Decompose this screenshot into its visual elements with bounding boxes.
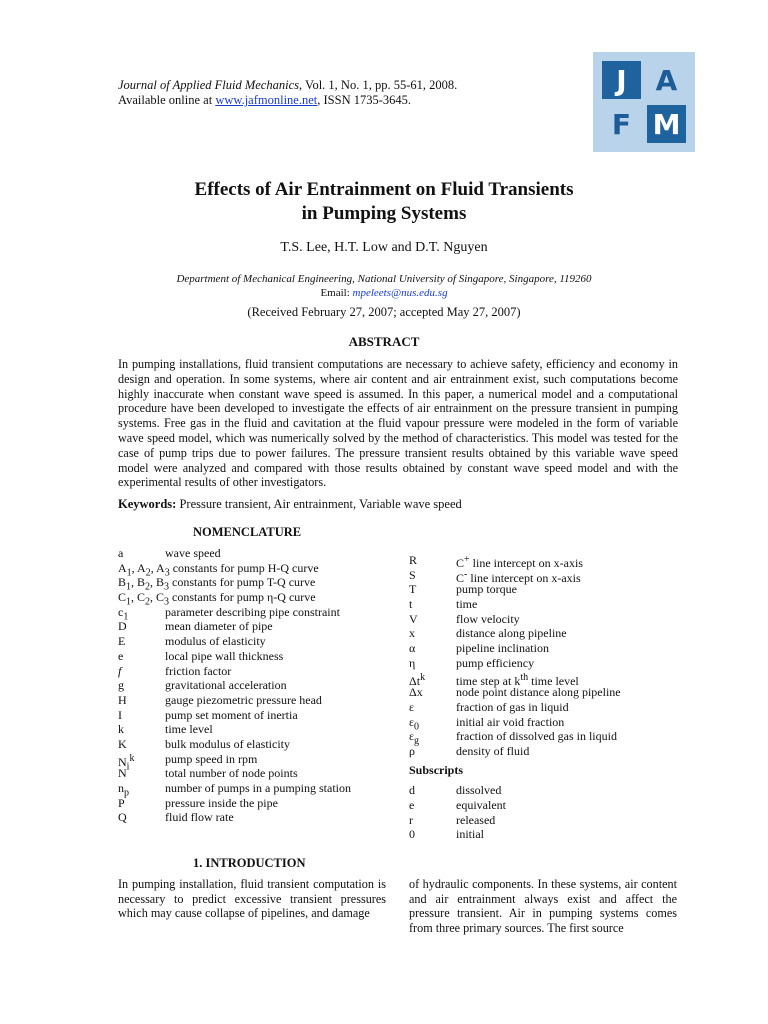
paper-title: [0, 178, 768, 226]
subscript-desc: initial: [456, 827, 484, 842]
nomenclature-desc: flow velocity: [456, 611, 520, 626]
subscripts-heading: Subscripts: [409, 762, 464, 777]
nomenclature-row: [409, 715, 689, 730]
authors: T.S. Lee, H.T. Low and D.T. Nguyen: [280, 240, 488, 255]
nomenclature-desc: pipeline inclination: [456, 641, 549, 656]
journal-citation: [118, 78, 457, 108]
nomenclature-desc: total number of node points: [165, 766, 298, 781]
nomenclature-desc: constants for pump T-Q curve: [172, 575, 316, 590]
nomenclature-symbol: $\Delta t^k$: [409, 671, 426, 688]
abstract-body: In pumping installations, fluid transient computations are necessary to achieve safety, efficiency and economy in design and operation. In some systems, where air content and air entrainment exist, such computations become highly inaccurate when constant wave speed is assumed. In this paper, a numerical model and a computational procedure have been developed to investigate the effects of air entrainment on the pressure transient in pumping systems. Free gas in the fluid and cavitation at the fluid vapour pressure were modeled in the form of variable wave speed model, which was numerically solved by the method of characteristics. This model was tested for the case of pump trips due to power failures. The pressure transient results obtained by this variable wave speed model were analyzed and compared with those results obtained by constant wave speed model and with the experimental results of other investigators.: [118, 357, 678, 490]
nomenclature-symbol: V: [409, 611, 418, 626]
nomenclature-desc: wave speed: [165, 546, 221, 560]
nomenclature-desc: bulk modulus of elasticity: [165, 736, 290, 751]
nomenclature-desc: friction factor: [165, 663, 232, 678]
logo-letter-j: J: [602, 61, 641, 99]
nomenclature-symbol: $\varepsilon_0$: [409, 714, 420, 732]
nomenclature-symbol: H: [118, 692, 127, 707]
nomenclature-symbol: K: [118, 736, 127, 751]
nomenclature-desc: fraction of gas in liquid: [456, 699, 569, 714]
nomenclature-row: [118, 678, 388, 693]
nomenclature-symbol: D: [118, 619, 127, 634]
nomenclature-row: [118, 604, 388, 623]
nomenclature-row: [409, 700, 689, 715]
nomenclature-desc: parameter describing pipe constraint: [165, 604, 340, 619]
nomenclature-row: [118, 664, 388, 679]
nomenclature-row: [409, 656, 689, 671]
available-online-text: Available online at: [118, 93, 216, 107]
subscript-desc: dissolved: [456, 783, 502, 798]
nomenclature-row: [409, 641, 689, 656]
nomenclature-row: [409, 671, 689, 686]
keywords-label: Keywords:: [118, 497, 177, 511]
nomenclature-desc: modulus of elasticity: [165, 634, 266, 649]
nomenclature-row: [409, 729, 689, 747]
nomenclature-desc: fraction of dissolved gas in liquid: [456, 729, 617, 744]
nomenclature-desc: pressure inside the pipe: [165, 795, 278, 810]
nomenclature-row: [409, 597, 689, 612]
email-link[interactable]: mpeleets@nus.edu.sg: [352, 287, 448, 299]
nomenclature-row: [409, 553, 689, 568]
nomenclature-symbol: $n_p$: [118, 781, 129, 799]
logo-letter-a: A: [655, 63, 678, 97]
keywords-text: Pressure transient, Air entrainment, Variable wave speed: [176, 497, 462, 511]
nomenclature-row: [118, 693, 388, 708]
nomenclature-symbol: R: [409, 553, 418, 567]
nomenclature-symbol: Q: [118, 810, 127, 825]
nomenclature-symbol: ε: [409, 699, 415, 714]
nomenclature-desc: pump speed in rpm: [165, 751, 258, 766]
nomenclature-desc: pump set moment of inertia: [165, 707, 298, 722]
nomenclature-row: [118, 590, 388, 608]
subscript-row: [409, 813, 689, 828]
nomenclature-row: [118, 781, 388, 799]
nomenclature-symbol: E: [118, 634, 126, 649]
nomenclature-symbol: e: [118, 648, 124, 663]
nomenclature-symbol: a: [118, 546, 124, 560]
nomenclature-row: [118, 751, 388, 773]
email-label: Email:: [320, 287, 353, 299]
nomenclature-desc: gravitational acceleration: [165, 678, 287, 693]
jafm-logo: [593, 52, 695, 152]
nomenclature-row: [118, 649, 388, 664]
nomenclature-symbol: x: [409, 626, 415, 641]
nomenclature-desc: C- line intercept on x-axis: [456, 568, 581, 585]
title-line-1: Effects of Air Entrainment on Fluid Transients: [194, 179, 574, 200]
nomenclature-desc: initial air void fraction: [456, 714, 565, 729]
citation-details: , Vol. 1, No. 1, pp. 55-61, 2008.: [299, 78, 458, 92]
subscript-symbol: e: [409, 798, 415, 812]
nomenclature-desc: distance along pipeline: [456, 626, 567, 641]
nomenclature-symbol: η: [409, 655, 416, 670]
nomenclature-symbol: $c_1$: [118, 604, 129, 623]
nomenclature-symbol: ρ: [409, 743, 415, 758]
nomenclature-symbol: f: [118, 663, 122, 678]
nomenclature-row: [409, 685, 689, 700]
nomenclature-heading: NOMENCLATURE: [193, 525, 302, 539]
nomenclature-symbol: k: [118, 722, 124, 737]
nomenclature-row: [118, 796, 388, 811]
nomenclature-row: [118, 766, 388, 781]
nomenclature-desc: density of fluid: [456, 743, 530, 758]
nomenclature-symbol: N: [118, 766, 127, 781]
nomenclature-desc: time: [456, 597, 478, 612]
title-line-2: in Pumping Systems: [301, 203, 467, 224]
subscript-symbol: d: [409, 783, 415, 798]
nomenclature-desc: node point distance along pipeline: [456, 685, 621, 700]
nomenclature-row: [118, 722, 388, 737]
keywords: [118, 497, 462, 512]
journal-url-link[interactable]: www.jafmonline.net: [215, 93, 318, 107]
nomenclature-symbol: S: [409, 567, 416, 582]
nomenclature-desc: gauge piezometric pressure head: [165, 692, 322, 707]
nomenclature-row: [118, 634, 388, 649]
introduction-heading: 1. INTRODUCTION: [193, 856, 306, 870]
nomenclature-desc: time step at $k^{th}$ time level: [456, 671, 579, 688]
nomenclature-row: [409, 744, 689, 759]
nomenclature-symbol: $C_1$, $C_2$, $C_3$: [118, 590, 170, 608]
nomenclature-left-column: [118, 546, 388, 825]
subscript-desc: released: [456, 812, 496, 827]
nomenclature-symbol: $B_1$, $B_2$, $B_3$: [118, 575, 170, 593]
subscript-symbol: 0: [409, 827, 415, 842]
nomenclature-desc: time level: [165, 722, 213, 737]
nomenclature-symbol: $N_i^k$: [118, 752, 135, 773]
nomenclature-symbol: α: [409, 641, 416, 656]
nomenclature-symbol: T: [409, 582, 417, 597]
affiliation: Department of Mechanical Engineering, National University of Singapore, Singapore, 119260: [176, 273, 592, 285]
subscript-symbol: r: [409, 812, 413, 827]
nomenclature-symbol: $A_1$, $A_2$, $A_3$: [118, 560, 170, 579]
nomenclature-desc: pump torque: [456, 582, 517, 597]
nomenclature-desc: local pipe wall thickness: [165, 648, 284, 663]
introduction-right-column: of hydraulic components. In these systems, air content and air entrainment always exist and affect the pressure transient. Air in pumping systems comes from three primary sources. The first source: [409, 877, 677, 936]
nomenclature-row: [409, 568, 689, 583]
logo-letter-m: M: [647, 105, 686, 143]
nomenclature-right-column: [409, 553, 689, 842]
nomenclature-row: [118, 575, 388, 593]
subscript-row: [409, 827, 689, 842]
nomenclature-row: [118, 560, 388, 579]
nomenclature-symbol: t: [409, 597, 413, 612]
nomenclature-desc: mean diameter of pipe: [165, 619, 273, 634]
nomenclature-symbol: $\varepsilon_g$: [409, 729, 420, 747]
nomenclature-desc: constants for pump H-Q curve: [172, 560, 319, 575]
nomenclature-desc: C+ line intercept on x-axis: [456, 554, 583, 570]
nomenclature-symbol: P: [118, 795, 125, 810]
nomenclature-desc: fluid flow rate: [165, 810, 234, 825]
abstract-heading: ABSTRACT: [348, 334, 420, 349]
nomenclature-symbol: g: [118, 678, 124, 693]
nomenclature-row: [409, 612, 689, 627]
nomenclature-desc: number of pumps in a pumping station: [165, 781, 351, 795]
introduction-left-column: In pumping installation, fluid transient computation is necessary to predict excessive transient pressures which may cause collapse of pipelines, and damage: [118, 877, 386, 921]
subscript-row: [409, 783, 689, 798]
nomenclature-row: [118, 546, 388, 561]
affiliation-block: [0, 272, 768, 300]
journal-name: Journal of Applied Fluid Mechanics: [118, 78, 299, 92]
issn-text: , ISSN 1735-3645.: [317, 93, 412, 107]
subscript-row: [409, 798, 689, 813]
logo-letter-f: F: [611, 107, 632, 141]
subscript-desc: equivalent: [456, 798, 506, 812]
nomenclature-symbol: I: [118, 707, 122, 722]
nomenclature-row: [409, 626, 689, 641]
nomenclature-row: [118, 708, 388, 723]
received-dates: (Received February 27, 2007; accepted May 27, 2007): [247, 305, 521, 319]
nomenclature-desc: constants for pump η-Q curve: [172, 590, 316, 605]
nomenclature-desc: pump efficiency: [456, 655, 535, 670]
nomenclature-row: [118, 619, 388, 634]
nomenclature-symbol: Δx: [409, 685, 423, 700]
nomenclature-row: [118, 810, 388, 825]
nomenclature-row: [118, 737, 388, 752]
